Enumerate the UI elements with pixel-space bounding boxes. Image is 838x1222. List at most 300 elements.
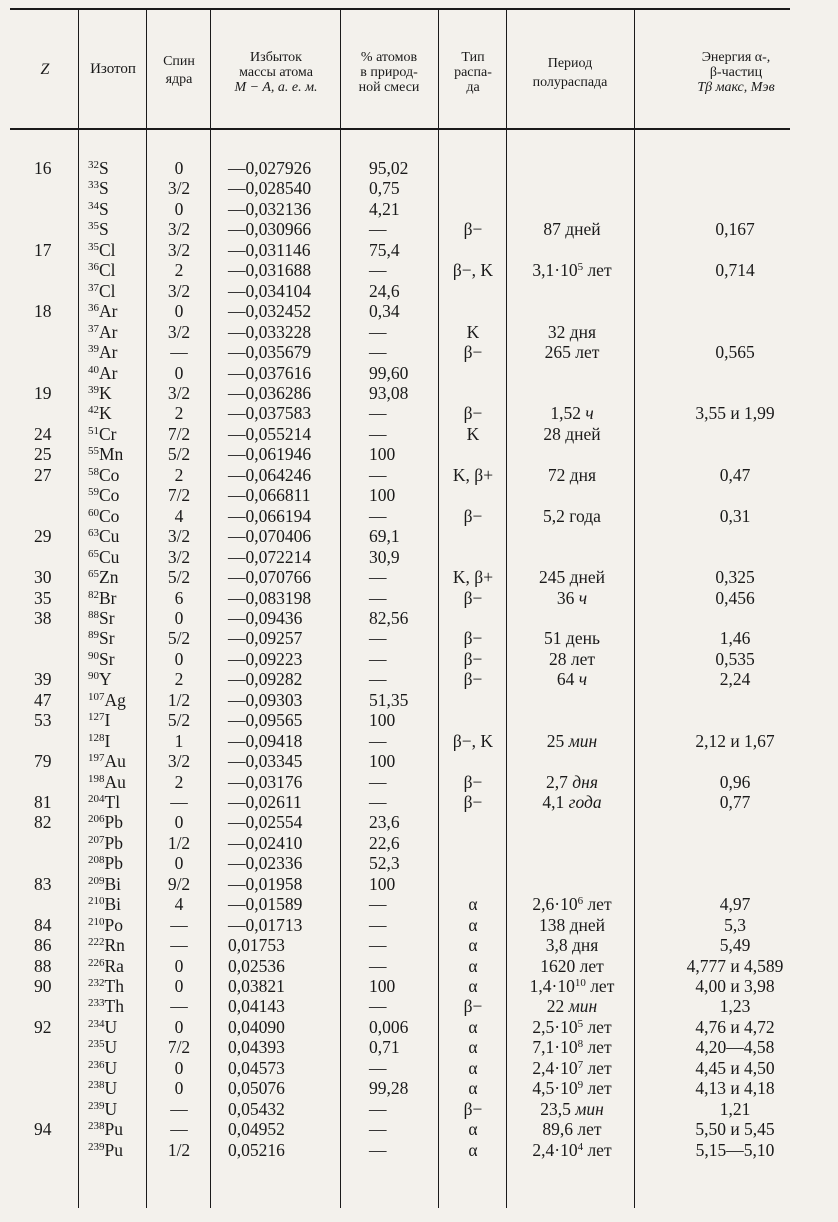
half-life-text: 51 день <box>544 628 600 649</box>
element-symbol: Zn <box>99 567 119 587</box>
spin-cell: 1/2 <box>167 1139 191 1160</box>
decay-type-cell <box>439 751 507 771</box>
half-life-text: лет <box>585 976 615 996</box>
element-symbol: U <box>104 1016 118 1037</box>
z-cell: 83 <box>34 873 52 894</box>
spin-cell: 5/2 <box>167 710 191 731</box>
energy-cell <box>635 690 835 710</box>
mass-excess-cell: —0,034104 <box>228 280 312 301</box>
half-life-text: 2,5·10 <box>532 1016 578 1037</box>
table-row <box>0 383 838 403</box>
half-life-text: дня <box>572 771 598 792</box>
half-life-text: 2,4·10 <box>532 1139 578 1160</box>
element-symbol: Mn <box>99 444 124 465</box>
table-row <box>0 1119 838 1139</box>
half-life-cell <box>507 894 637 914</box>
half-life-text: ч <box>578 587 588 608</box>
isotope-cell <box>88 1058 150 1078</box>
energy-cell <box>635 178 835 198</box>
mass-excess-cell: —0,032136 <box>228 198 312 219</box>
table-row <box>0 178 838 198</box>
mass-number: 55 <box>88 445 99 458</box>
isotope-cell <box>88 588 150 608</box>
abundance-cell: 4,21 <box>369 198 400 219</box>
spin-cell: 3/2 <box>167 239 191 260</box>
element-symbol: Pu <box>104 1119 123 1140</box>
table-row <box>0 444 838 464</box>
abundance-cell: 93,08 <box>369 382 409 403</box>
energy-cell <box>635 751 835 771</box>
mass-excess-cell: 0,04393 <box>228 1037 285 1058</box>
half-life-text: 2,7 <box>546 771 573 792</box>
z-cell <box>34 281 74 301</box>
mass-excess-cell: —0,037616 <box>228 362 312 383</box>
energy-cell <box>635 526 835 546</box>
z-cell: 17 <box>34 239 52 260</box>
decay-type-cell: α <box>468 894 478 915</box>
mass-number: 210 <box>88 915 105 928</box>
mass-number: 235 <box>88 1038 105 1051</box>
table-row <box>0 1078 838 1098</box>
z-cell <box>34 260 74 280</box>
abundance-cell: 95,02 <box>369 158 409 178</box>
mass-number: 65 <box>88 547 99 560</box>
table-row <box>0 956 838 976</box>
decay-type-cell: K, β+ <box>452 567 494 587</box>
isotope-cell <box>88 260 150 280</box>
half-life-text: 22 <box>546 996 569 1017</box>
isotope-cell <box>88 465 150 485</box>
element-symbol: S <box>99 158 109 178</box>
decay-type-cell: β− <box>463 505 483 526</box>
half-life-text: 2,6·10 <box>532 894 578 915</box>
energy-cell: 1,46 <box>719 628 751 649</box>
element-symbol: Co <box>99 485 120 506</box>
half-life-text: 36 <box>556 587 579 608</box>
energy-cell <box>635 812 835 832</box>
abundance-cell: 99,60 <box>369 362 409 383</box>
decay-type-cell: α <box>468 1078 478 1099</box>
abundance-cell: 100 <box>369 976 396 996</box>
half-life-cell <box>507 567 637 587</box>
z-cell: 79 <box>34 751 52 771</box>
half-life-text: лет <box>583 1078 612 1099</box>
decay-type-cell: α <box>468 914 478 935</box>
mass-excess-cell: 0,05076 <box>228 1078 285 1099</box>
spin-cell: 3/2 <box>167 178 191 199</box>
half-life-cell <box>507 485 637 505</box>
table-row <box>0 363 838 383</box>
half-life-cell <box>507 996 637 1016</box>
element-symbol: Co <box>99 464 120 485</box>
table-row <box>0 812 838 832</box>
abundance-cell: — <box>369 219 387 240</box>
spin-cell: — <box>170 914 188 935</box>
decay-type-cell <box>439 485 507 505</box>
element-symbol: Ag <box>104 689 126 710</box>
mass-number: 209 <box>88 874 105 887</box>
element-symbol: Pb <box>104 832 123 853</box>
isotope-cell <box>88 1140 150 1160</box>
table-row <box>0 772 838 792</box>
abundance-cell: 75,4 <box>369 239 400 260</box>
isotope-cell <box>88 935 150 955</box>
energy-cell <box>635 424 835 444</box>
abundance-cell: — <box>369 730 387 751</box>
half-life-text: лет <box>583 1139 612 1160</box>
mass-number: 90 <box>88 649 99 662</box>
energy-cell: 0,456 <box>715 587 755 608</box>
mass-number: 90 <box>88 670 99 683</box>
isotope-cell <box>88 608 150 628</box>
half-life-cell <box>507 342 637 362</box>
isotope-cell <box>88 690 150 710</box>
header-mass-excess-line: M − A, а. е. м. <box>234 80 318 95</box>
half-life-cell <box>507 178 637 198</box>
energy-cell: 4,97 <box>719 894 751 915</box>
energy-cell: 0,565 <box>715 342 755 362</box>
spin-cell: 3/2 <box>167 526 191 547</box>
spin-cell: 1/2 <box>167 832 191 853</box>
z-cell <box>34 199 74 219</box>
mass-number: 236 <box>88 1058 105 1071</box>
mass-number: 204 <box>88 792 105 805</box>
table-row <box>0 751 838 771</box>
isotope-cell <box>88 1119 150 1139</box>
mass-number: 197 <box>88 752 105 764</box>
mass-excess-cell: —0,037583 <box>228 403 312 424</box>
isotope-cell <box>88 1099 150 1119</box>
element-symbol: Cr <box>99 423 117 444</box>
z-cell: 27 <box>34 464 52 485</box>
abundance-cell: — <box>369 771 387 792</box>
spin-cell: 0 <box>174 198 184 219</box>
isotope-cell <box>88 731 150 751</box>
z-cell <box>34 1099 74 1119</box>
mass-number: 222 <box>88 936 105 949</box>
z-cell: 94 <box>34 1119 52 1140</box>
spin-cell: — <box>170 996 188 1017</box>
mass-excess-cell: —0,070766 <box>228 567 312 587</box>
energy-cell <box>635 322 835 342</box>
z-cell: 92 <box>34 1016 52 1037</box>
element-symbol: Pb <box>104 853 123 874</box>
table-row <box>0 260 838 280</box>
mass-excess-cell: —0,03345 <box>228 751 303 771</box>
energy-cell: 4,00 и 3,98 <box>695 976 775 996</box>
element-symbol: Bi <box>104 873 122 894</box>
half-life-cell <box>507 1140 637 1160</box>
isotope-cell <box>88 567 150 587</box>
abundance-cell: 22,6 <box>369 832 400 853</box>
mass-excess-cell: —0,055214 <box>228 423 312 444</box>
half-life-cell <box>507 710 637 730</box>
mass-number: 42 <box>88 404 99 417</box>
abundance-cell: — <box>369 321 387 342</box>
spin-cell: 1 <box>174 730 184 751</box>
half-life-cell <box>507 1119 637 1139</box>
mass-number: 59 <box>88 486 99 499</box>
element-symbol: I <box>104 730 111 751</box>
element-symbol: Cl <box>99 260 116 281</box>
decay-type-cell: β− <box>463 1098 483 1119</box>
half-life-cell <box>507 956 637 976</box>
half-life-cell <box>507 301 637 321</box>
mass-excess-cell: 0,04090 <box>228 1016 285 1037</box>
z-cell: 30 <box>34 567 52 587</box>
spin-cell: 0 <box>174 158 184 178</box>
element-symbol: S <box>99 198 109 219</box>
spin-cell: 0 <box>174 362 184 383</box>
isotope-cell <box>88 751 150 771</box>
energy-cell: 2,12 и 1,67 <box>695 730 775 751</box>
energy-cell <box>635 301 835 321</box>
abundance-cell: — <box>369 628 387 649</box>
isotope-cell <box>88 976 150 996</box>
spin-cell: 3/2 <box>167 546 191 567</box>
mass-excess-cell: 0,03821 <box>228 976 285 996</box>
abundance-cell: — <box>369 1139 387 1160</box>
isotope-cell <box>88 956 150 976</box>
mass-number: 82 <box>88 588 99 601</box>
abundance-cell: — <box>369 914 387 935</box>
table-row <box>0 199 838 219</box>
half-life-text: ч <box>585 403 594 424</box>
mass-excess-cell: —0,01589 <box>228 894 303 915</box>
half-life-text: мин <box>575 1098 604 1119</box>
half-life-cell <box>507 792 637 812</box>
half-life-text: ч <box>578 669 588 690</box>
energy-cell: 3,55 и 1,99 <box>695 403 775 424</box>
mass-excess-cell: —0,028540 <box>228 178 312 199</box>
abundance-cell: — <box>369 955 387 976</box>
element-symbol: Co <box>99 505 120 526</box>
mass-number: 39 <box>88 343 99 355</box>
half-life-text: 1620 лет <box>540 955 604 976</box>
element-symbol: Cu <box>99 526 120 547</box>
z-cell: 18 <box>34 301 52 322</box>
table-row <box>0 669 838 689</box>
spin-cell: 3/2 <box>167 751 191 771</box>
spin-cell: 7/2 <box>167 423 191 444</box>
table-row <box>0 1140 838 1160</box>
table-row <box>0 342 838 362</box>
spin-cell: 2 <box>174 771 184 792</box>
abundance-cell: — <box>369 464 387 485</box>
abundance-cell: — <box>369 1098 387 1119</box>
header-abundance-line: ной смеси <box>358 80 420 95</box>
table-row <box>0 506 838 526</box>
decay-type-cell: β− <box>463 648 483 669</box>
decay-type-cell: α <box>468 1037 478 1058</box>
z-cell: 82 <box>34 812 52 833</box>
spin-cell: — <box>170 1119 188 1140</box>
isotope-cell <box>88 996 150 1016</box>
abundance-cell: 52,3 <box>369 853 400 874</box>
element-symbol: Ra <box>104 955 124 976</box>
z-cell <box>34 403 74 423</box>
z-cell: 88 <box>34 955 52 976</box>
mass-number: 107 <box>88 690 105 703</box>
z-cell <box>34 628 74 648</box>
mass-excess-cell: —0,03176 <box>228 771 303 792</box>
mass-excess-cell: —0,031688 <box>228 260 312 281</box>
half-life-text: 7,1·10 <box>532 1037 578 1058</box>
abundance-cell: — <box>369 505 387 526</box>
isotope-cell <box>88 833 150 853</box>
z-cell: 19 <box>34 382 52 403</box>
decay-type-cell <box>439 690 507 710</box>
half-life-cell <box>507 853 637 873</box>
energy-cell: 4,20—4,58 <box>695 1037 775 1058</box>
mass-excess-cell: —0,031146 <box>228 239 311 260</box>
spin-cell: 2 <box>174 669 184 690</box>
isotope-cell <box>88 424 150 444</box>
element-symbol: Pu <box>104 1139 123 1160</box>
isotope-cell <box>88 1078 150 1098</box>
abundance-cell: — <box>369 894 387 915</box>
decay-type-cell: β− <box>463 403 483 424</box>
half-life-text: лет <box>583 894 612 915</box>
decay-type-cell <box>439 547 507 567</box>
abundance-cell: 82,56 <box>369 607 409 628</box>
table-row <box>0 628 838 648</box>
mass-excess-cell: —0,02336 <box>228 853 303 874</box>
mass-number: 58 <box>88 465 99 478</box>
mass-excess-cell: 0,04143 <box>228 996 285 1017</box>
energy-cell: 0,167 <box>715 219 755 240</box>
isotope-cell <box>88 158 150 178</box>
z-cell: 90 <box>34 976 52 996</box>
energy-cell <box>635 240 835 260</box>
mass-number: 127 <box>88 711 105 724</box>
mass-number: 65 <box>88 568 99 580</box>
mass-excess-cell: —0,09303 <box>228 689 303 710</box>
energy-cell <box>635 485 835 505</box>
mass-excess-cell: —0,036286 <box>228 382 312 403</box>
mass-excess-cell: —0,09436 <box>228 607 303 628</box>
mass-excess-cell: —0,083198 <box>228 587 312 608</box>
z-cell <box>34 485 74 505</box>
mass-number: 238 <box>88 1120 105 1133</box>
mass-number: 198 <box>88 772 105 785</box>
mass-number: 210 <box>88 895 105 908</box>
decay-type-cell <box>439 608 507 628</box>
abundance-cell: — <box>369 342 387 362</box>
half-life-cell <box>507 158 637 178</box>
z-cell <box>34 1140 74 1160</box>
mass-excess-cell: —0,064246 <box>228 464 312 485</box>
half-life-text: 2,4·10 <box>532 1057 578 1078</box>
element-symbol: Sr <box>99 648 115 669</box>
half-life-exponent: 10 <box>574 977 586 989</box>
table-row <box>0 1058 838 1078</box>
half-life-text: лет <box>583 1057 612 1078</box>
z-cell: 86 <box>34 935 52 956</box>
decay-type-cell: α <box>468 1119 478 1140</box>
z-cell <box>34 833 74 853</box>
abundance-cell: — <box>369 403 387 424</box>
decay-type-cell: α <box>468 935 478 956</box>
mass-number: 238 <box>88 1079 105 1092</box>
abundance-cell: 99,28 <box>369 1078 409 1099</box>
element-symbol: Au <box>104 751 126 771</box>
spin-cell: — <box>170 935 188 956</box>
element-symbol: Y <box>99 669 112 690</box>
z-cell: 84 <box>34 914 52 935</box>
table-row <box>0 158 838 178</box>
table-row <box>0 710 838 730</box>
isotope-cell <box>88 526 150 546</box>
mass-excess-cell: —0,066811 <box>228 485 311 506</box>
element-symbol: Ar <box>99 321 118 342</box>
half-life-cell <box>507 812 637 832</box>
table-row <box>0 833 838 853</box>
abundance-cell: 69,1 <box>369 526 400 547</box>
abundance-cell: 100 <box>369 873 396 894</box>
spin-cell: 0 <box>174 1057 184 1078</box>
half-life-text: 138 дней <box>538 914 606 935</box>
half-life-text: 1,52 <box>550 403 586 424</box>
half-life-cell <box>507 833 637 853</box>
spin-cell: 1/2 <box>167 689 191 710</box>
isotope-cell <box>88 894 150 914</box>
half-life-cell <box>507 506 637 526</box>
header-mass-excess-line: массы атома <box>239 65 313 80</box>
decay-type-cell: β− <box>463 791 483 812</box>
isotope-cell <box>88 1017 150 1037</box>
half-life-cell <box>507 199 637 219</box>
decay-type-cell <box>439 853 507 873</box>
half-life-cell <box>507 1078 637 1098</box>
half-life-cell <box>507 465 637 485</box>
spin-cell: — <box>170 342 188 362</box>
header-decay-type-line: Тип <box>461 50 485 65</box>
energy-cell <box>635 444 835 464</box>
header-energy-line: β-частиц <box>709 65 763 80</box>
element-symbol: Cl <box>99 280 116 301</box>
mass-excess-cell: —0,02554 <box>228 812 303 833</box>
header-abundance-line: % атомов <box>360 50 418 65</box>
energy-cell <box>635 363 835 383</box>
element-symbol: Au <box>104 771 126 792</box>
z-cell: 25 <box>34 444 52 465</box>
mass-excess-cell: —0,01713 <box>228 914 303 935</box>
half-life-cell <box>507 383 637 403</box>
abundance-cell: — <box>369 1057 387 1078</box>
spin-cell: 2 <box>174 260 184 281</box>
table-row <box>0 996 838 1016</box>
element-symbol: Ar <box>99 362 118 383</box>
half-life-cell <box>507 669 637 689</box>
decay-type-cell <box>439 710 507 730</box>
table-row <box>0 301 838 321</box>
half-life-cell <box>507 1058 637 1078</box>
element-symbol: Cu <box>99 546 120 567</box>
z-cell <box>34 363 74 383</box>
half-life-cell <box>507 1017 637 1037</box>
mass-number: 232 <box>88 977 105 989</box>
half-life-text: 265 лет <box>544 342 600 362</box>
header-energy-line: Энергия α-, <box>701 50 771 65</box>
energy-cell: 0,96 <box>719 771 751 792</box>
mass-excess-cell: 0,05216 <box>228 1139 285 1160</box>
decay-type-cell: β− <box>463 219 483 240</box>
element-symbol: U <box>104 1078 118 1099</box>
energy-cell <box>635 199 835 219</box>
element-symbol: Tl <box>104 791 121 812</box>
half-life-text: 3,8 дня <box>545 935 599 956</box>
